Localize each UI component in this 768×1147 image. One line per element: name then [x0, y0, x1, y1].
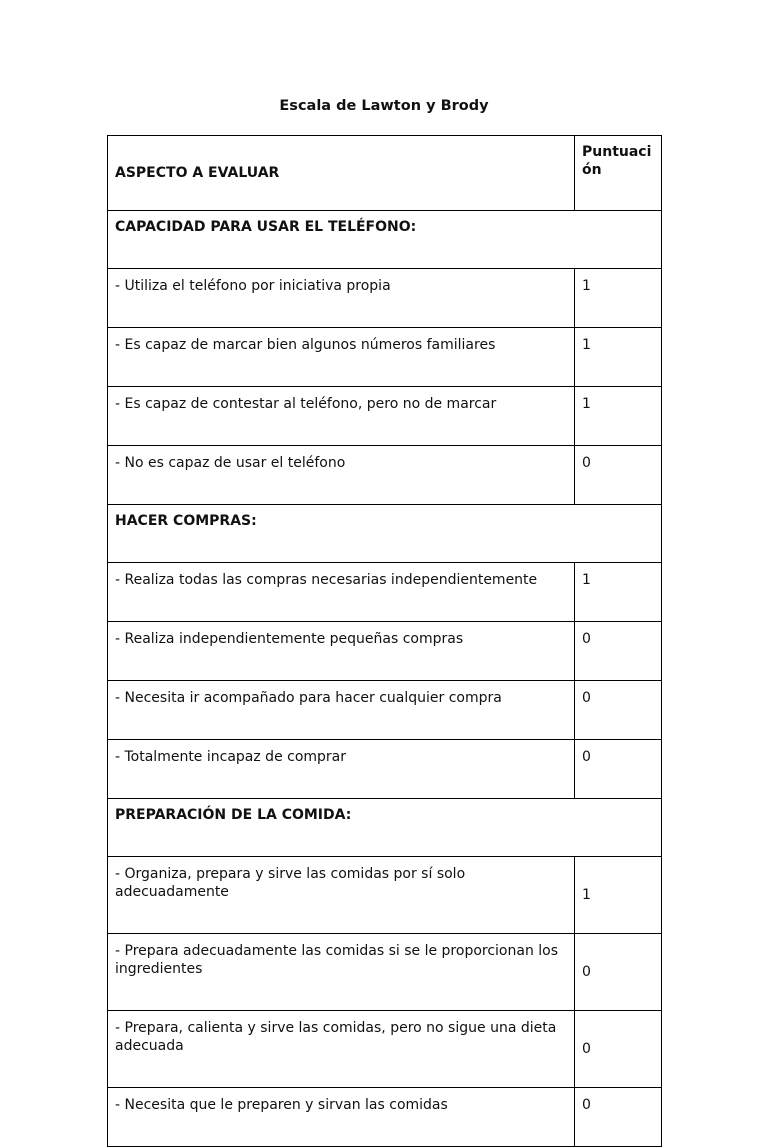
item-text: - Organiza, prepara y sirve las comidas por sí solo adecuadamente [108, 857, 575, 934]
item-score: 1 [575, 328, 662, 387]
item-score: 1 [575, 387, 662, 446]
item-text: - Prepara adecuadamente las comidas si se le proporcionan los ingredientes [108, 934, 575, 1011]
table-row [108, 1088, 662, 1147]
table-row [108, 622, 662, 681]
document-title: Escala de Lawton y Brody [279, 98, 489, 114]
item-score: 0 [575, 622, 662, 681]
section-row-comida [108, 799, 662, 857]
item-text: - No es capaz de usar el teléfono [108, 446, 575, 505]
item-text: - Realiza independientemente pequeñas compras [108, 622, 575, 681]
table-row [108, 563, 662, 622]
item-text: - Totalmente incapaz de comprar [108, 740, 575, 799]
section-title: CAPACIDAD PARA USAR EL TELÉFONO: [108, 211, 662, 269]
table-row [108, 740, 662, 799]
item-score: 0 [575, 446, 662, 505]
section-row-compras [108, 505, 662, 563]
header-score: Puntuación [575, 136, 662, 211]
table-row [108, 681, 662, 740]
item-text: - Es capaz de contestar al teléfono, pero no de marcar [108, 387, 575, 446]
table-row [108, 446, 662, 505]
item-score: 0 [575, 740, 662, 799]
item-text: - Necesita que le preparen y sirvan las comidas [108, 1088, 575, 1147]
item-text: - Necesita ir acompañado para hacer cualquier compra [108, 681, 575, 740]
item-score: 0 [575, 681, 662, 740]
section-row-telefono [108, 211, 662, 269]
lawton-brody-table [107, 135, 662, 1147]
table-row [108, 934, 662, 1011]
item-score: 1 [575, 563, 662, 622]
table-row [108, 857, 662, 934]
item-score: 0 [575, 1011, 662, 1088]
table-row [108, 387, 662, 446]
item-score: 0 [575, 934, 662, 1011]
section-title: HACER COMPRAS: [108, 505, 662, 563]
table-row [108, 269, 662, 328]
item-text: - Es capaz de marcar bien algunos números familiares [108, 328, 575, 387]
table-row [108, 328, 662, 387]
item-score: 1 [575, 857, 662, 934]
item-text: - Realiza todas las compras necesarias independientemente [108, 563, 575, 622]
item-text: - Prepara, calienta y sirve las comidas, pero no sigue una dieta adecuada [108, 1011, 575, 1088]
item-text: - Utiliza el teléfono por iniciativa propia [108, 269, 575, 328]
item-score: 0 [575, 1088, 662, 1147]
section-title: PREPARACIÓN DE LA COMIDA: [108, 799, 662, 857]
header-aspect: ASPECTO A EVALUAR [108, 136, 575, 211]
item-score: 1 [575, 269, 662, 328]
table-header-row [108, 136, 662, 211]
table-row [108, 1011, 662, 1088]
